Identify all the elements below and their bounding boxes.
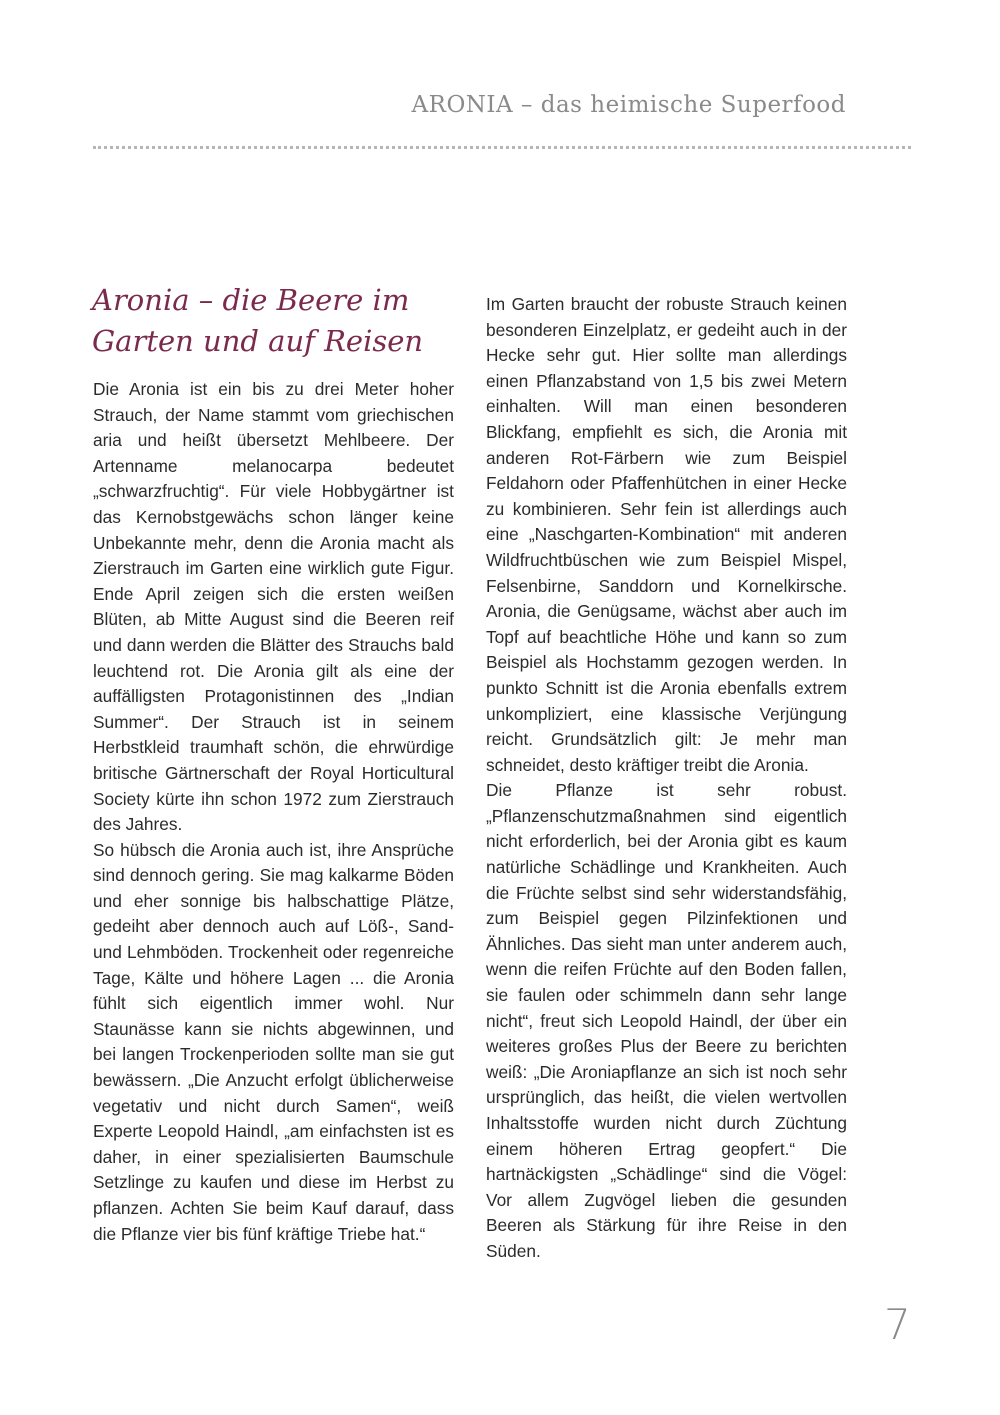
right-column [486,292,847,1265]
dotted-divider [93,146,911,149]
left-column [93,377,454,1247]
paragraph: So hübsch die Aronia auch ist, ihre Ansprüche sind dennoch gering. Sie mag kalkarme Böden und eher sonnige bis halbschattige Plätze, gedeiht aber dennoch auch auf Löß-, Sand- und Lehmböden. Trockenheit oder regenreiche Tage, Kälte und höhere Lagen ... die Aronia fühlt sich eigentlich immer wohl. Nur Staunässe kann sie nichts abgewinnen, und bei langen Trockenperioden sollte man sie gut bewässern. „Die Anzucht erfolgt üblicherweise vegetativ und nicht durch Samen“, weiß Experte Leopold Haindl, „am einfachsten ist es daher, in einer spezialisierten Baumschule Setzlinge zu kaufen und diese im Herbst zu pflanzen. Achten Sie beim Kauf darauf, dass die Pflanze vier bis fünf kräftige Triebe hat.“ [93,839,454,1244]
paragraph: Die Aronia ist ein bis zu drei Meter hoher Strauch, der Name stammt vom griechischen aria und heißt übersetzt Mehlbeere. Der Artenname melanocarpa bedeutet „schwarzfruchtig“. Für viele Hobbygärtner ist das Kernobstgewächs schon länger keine Unbekannte mehr, denn die Aronia macht als Zierstrauch im Garten eine wirklich gute Figur. Ende April zeigen sich die ersten weißen Blüten, ab Mitte August sind die Beeren reif und dann werden die Blätter des Strauchs bald leuchtend rot. Die Aronia gilt als eine der auffälligsten Protagonistinnen des „Indian Summer“. Der Strauch ist in seinem Herbstkleid traumhaft schön, die ehrwürdige britische Gärtnerschaft der Royal Horticultural Society kürte ihn schon 1972 zum Zierstrauch des Jahres. [93,379,454,835]
paragraph: Im Garten braucht der robuste Strauch keinen besonderen Einzelplatz, er gedeiht auch in der Hecke sehr gut. Hier sollte man allerdings einen Pflanzabstand von 1,5 bis zwei Metern einhalten. Will man einen besonderen Blickfang, empfiehlt es sich, die Aronia mit anderen Rot-Färbern wie zum Beispiel Feldahorn oder Pfaffenhütchen in einer Hecke zu kombinieren. Sehr fein ist allerdings auch eine „Naschgarten-Kombination“ mit anderen Wildfruchtbüschen wie zum Beispiel Mispel, Felsenbirne, Sanddorn und Kornelkirsche. Aronia, die Genügsame, wächst aber auch im Topf auf beachtliche Höhe und kann so zum Beispiel als Hochstamm gezogen werden. In punkto Schnitt ist die Aronia ebenfalls extrem unkompliziert, eine klassische Verjüngung reicht. Grundsätzlich gilt: Je mehr man schneidet, desto kräftiger treibt die Aronia. [486,294,847,775]
article-heading: Aronia – die Beere im Garten und auf Reisen [92,283,424,358]
running-header: ARONIA – das heimische Superfood [411,92,846,118]
paragraph: Die Pflanze ist sehr robust. „Pflanzenschutzmaßnahmen sind eigentlich nicht erforderlich, bei der Aronia gibt es kaum natürliche Schädlinge und Krankheiten. Auch die Früchte selbst sind sehr widerstandsfähig, zum Beispiel gegen Pilzinfektionen und Ähnliches. Das sieht man unter anderem auch, wenn die reifen Früchte auf den Boden fallen, sie faulen oder schimmeln dann sehr lange nicht“, freut sich Leopold Haindl, der über ein weiteres großes Plus der Beere zu berichten weiß: „Die Aroniapflanze an sich ist noch sehr ursprünglich, das heißt, die vielen wertvollen Inhaltsstoffe wurden nicht durch Züchtung einem höheren Ertrag geopfert.“ Die hartnäckigsten „Schädlinge“ sind die Vögel: Vor allem Zugvögel lieben die gesunden Beeren als Stärkung für ihre Reise in den Süden. [486,780,847,1261]
page-number: 7 [884,1300,911,1349]
